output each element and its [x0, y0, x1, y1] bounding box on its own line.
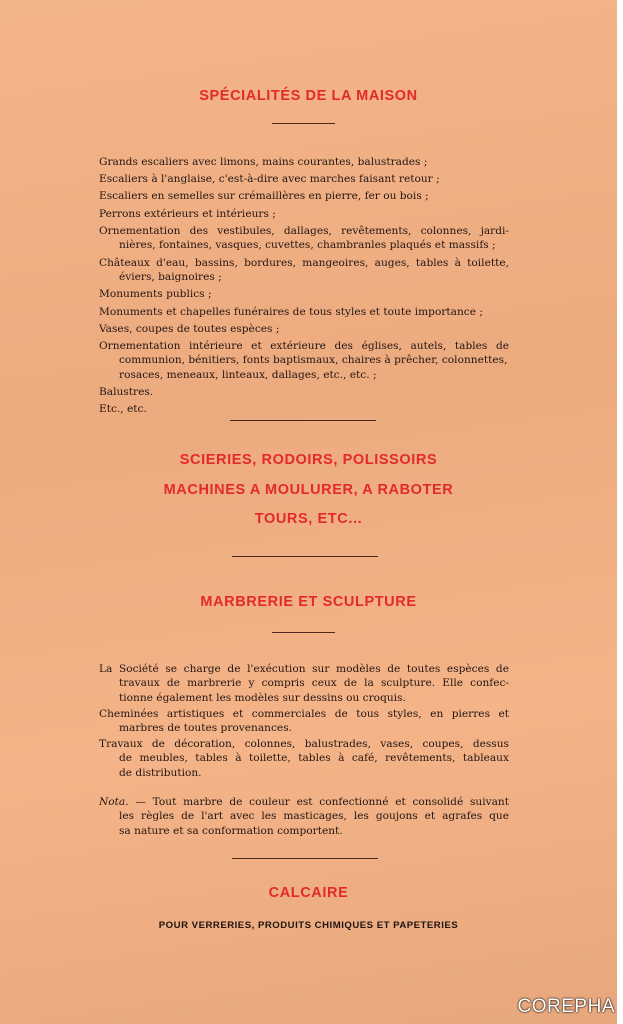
list-item: Vases, coupes de toutes espèces ; — [99, 322, 280, 335]
list-item: Escaliers en semelles sur crémaillères en pierre, fer ou bois ; — [99, 190, 429, 203]
list-item-continuation: communion, bénitiers, fonts baptismaux, chaires à prêcher, colonnettes, — [119, 354, 508, 367]
list-item: Balustres. — [99, 386, 154, 399]
list-item: Etc., etc. — [99, 403, 147, 416]
list-item-continuation: rosaces, meneaux, linteaux, dallages, etc., etc. ; — [119, 369, 377, 382]
nota-label: Nota. — [99, 796, 129, 808]
paragraph-line: de meubles, tables à toilette, tables à café, revêtements, tableaux — [119, 752, 509, 765]
nota-text: — Tout marbre de couleur est confectionné et consolidé suivant — [128, 796, 509, 808]
paragraph-line: les règles de l'art avec les masticages, les goujons et agrafes que — [119, 810, 509, 823]
marbrerie-paragraph — [99, 662, 509, 705]
divider-long — [232, 858, 378, 859]
paragraph-line: travaux de marbrerie y compris ceux de la sculpture. Elle confec- — [119, 677, 509, 690]
list-item: Monuments et chapelles funéraires de tous styles et toute importance ; — [99, 305, 483, 318]
list-item: Monuments publics ; — [99, 288, 212, 301]
watermark: COREPHA — [517, 996, 615, 1017]
divider-long — [232, 556, 378, 557]
list-item-continuation: nières, fontaines, vasques, cuvettes, chambranles plaqués et massifs ; — [119, 239, 496, 252]
list-item: Ornementation des vestibules, dallages, revêtements, colonnes, jardi- — [99, 224, 509, 237]
section-title-specialites: SPÉCIALITÉS DE LA MAISON — [199, 88, 418, 104]
specialites-list — [99, 155, 509, 417]
paragraph-line: tionne également les modèles sur dessins ou croquis. — [119, 691, 406, 704]
calcaire-subtitle: POUR VERRERIES, PRODUITS CHIMIQUES ET PAPETERIES — [158, 920, 459, 931]
paragraph-line: Travaux de décoration, colonnes, balustrades, vases, coupes, dessus — [99, 738, 509, 750]
list-item: Ornementation intérieure et extérieure des églises, autels, tables de — [99, 339, 509, 352]
paragraph-line: La Société se charge de l'exécution sur modèles de toutes espèces de — [99, 663, 509, 675]
divider-short — [272, 123, 335, 124]
paragraph-line: sa nature et sa conformation comportent. — [119, 824, 343, 837]
machines-line-2: MACHINES A MOULURER, A RABOTER — [163, 482, 454, 498]
divider-long — [230, 420, 376, 421]
divider-short — [272, 632, 335, 633]
section-title-calcaire: CALCAIRE — [268, 885, 349, 901]
paragraph-line — [99, 795, 509, 809]
machines-line-1: SCIERIES, RODOIRS, POLISSOIRS — [179, 452, 438, 468]
nota-paragraph — [99, 795, 509, 838]
marbrerie-paragraph — [99, 707, 509, 736]
paragraph-line: Cheminées artistiques et commerciales de tous styles, en pierres et — [99, 708, 509, 720]
list-item: Châteaux d'eau, bassins, bordures, mangeoires, auges, tables à toilette, — [99, 256, 509, 269]
marbrerie-paragraph — [99, 737, 509, 780]
machines-line-3: TOURS, ETC... — [254, 511, 363, 527]
list-item: Escaliers à l'anglaise, c'est-à-dire avec marches faisant retour ; — [99, 173, 440, 186]
section-title-marbrerie: MARBRERIE ET SCULPTURE — [200, 594, 417, 610]
page-edge — [617, 0, 623, 1024]
list-item-continuation: éviers, baignoires ; — [119, 271, 222, 284]
list-item: Grands escaliers avec limons, mains courantes, balustrades ; — [99, 156, 428, 168]
paragraph-line: marbres de toutes provenances. — [119, 722, 292, 735]
list-item: Perrons extérieurs et intérieurs ; — [99, 207, 276, 220]
paragraph-line: de distribution. — [119, 766, 202, 779]
